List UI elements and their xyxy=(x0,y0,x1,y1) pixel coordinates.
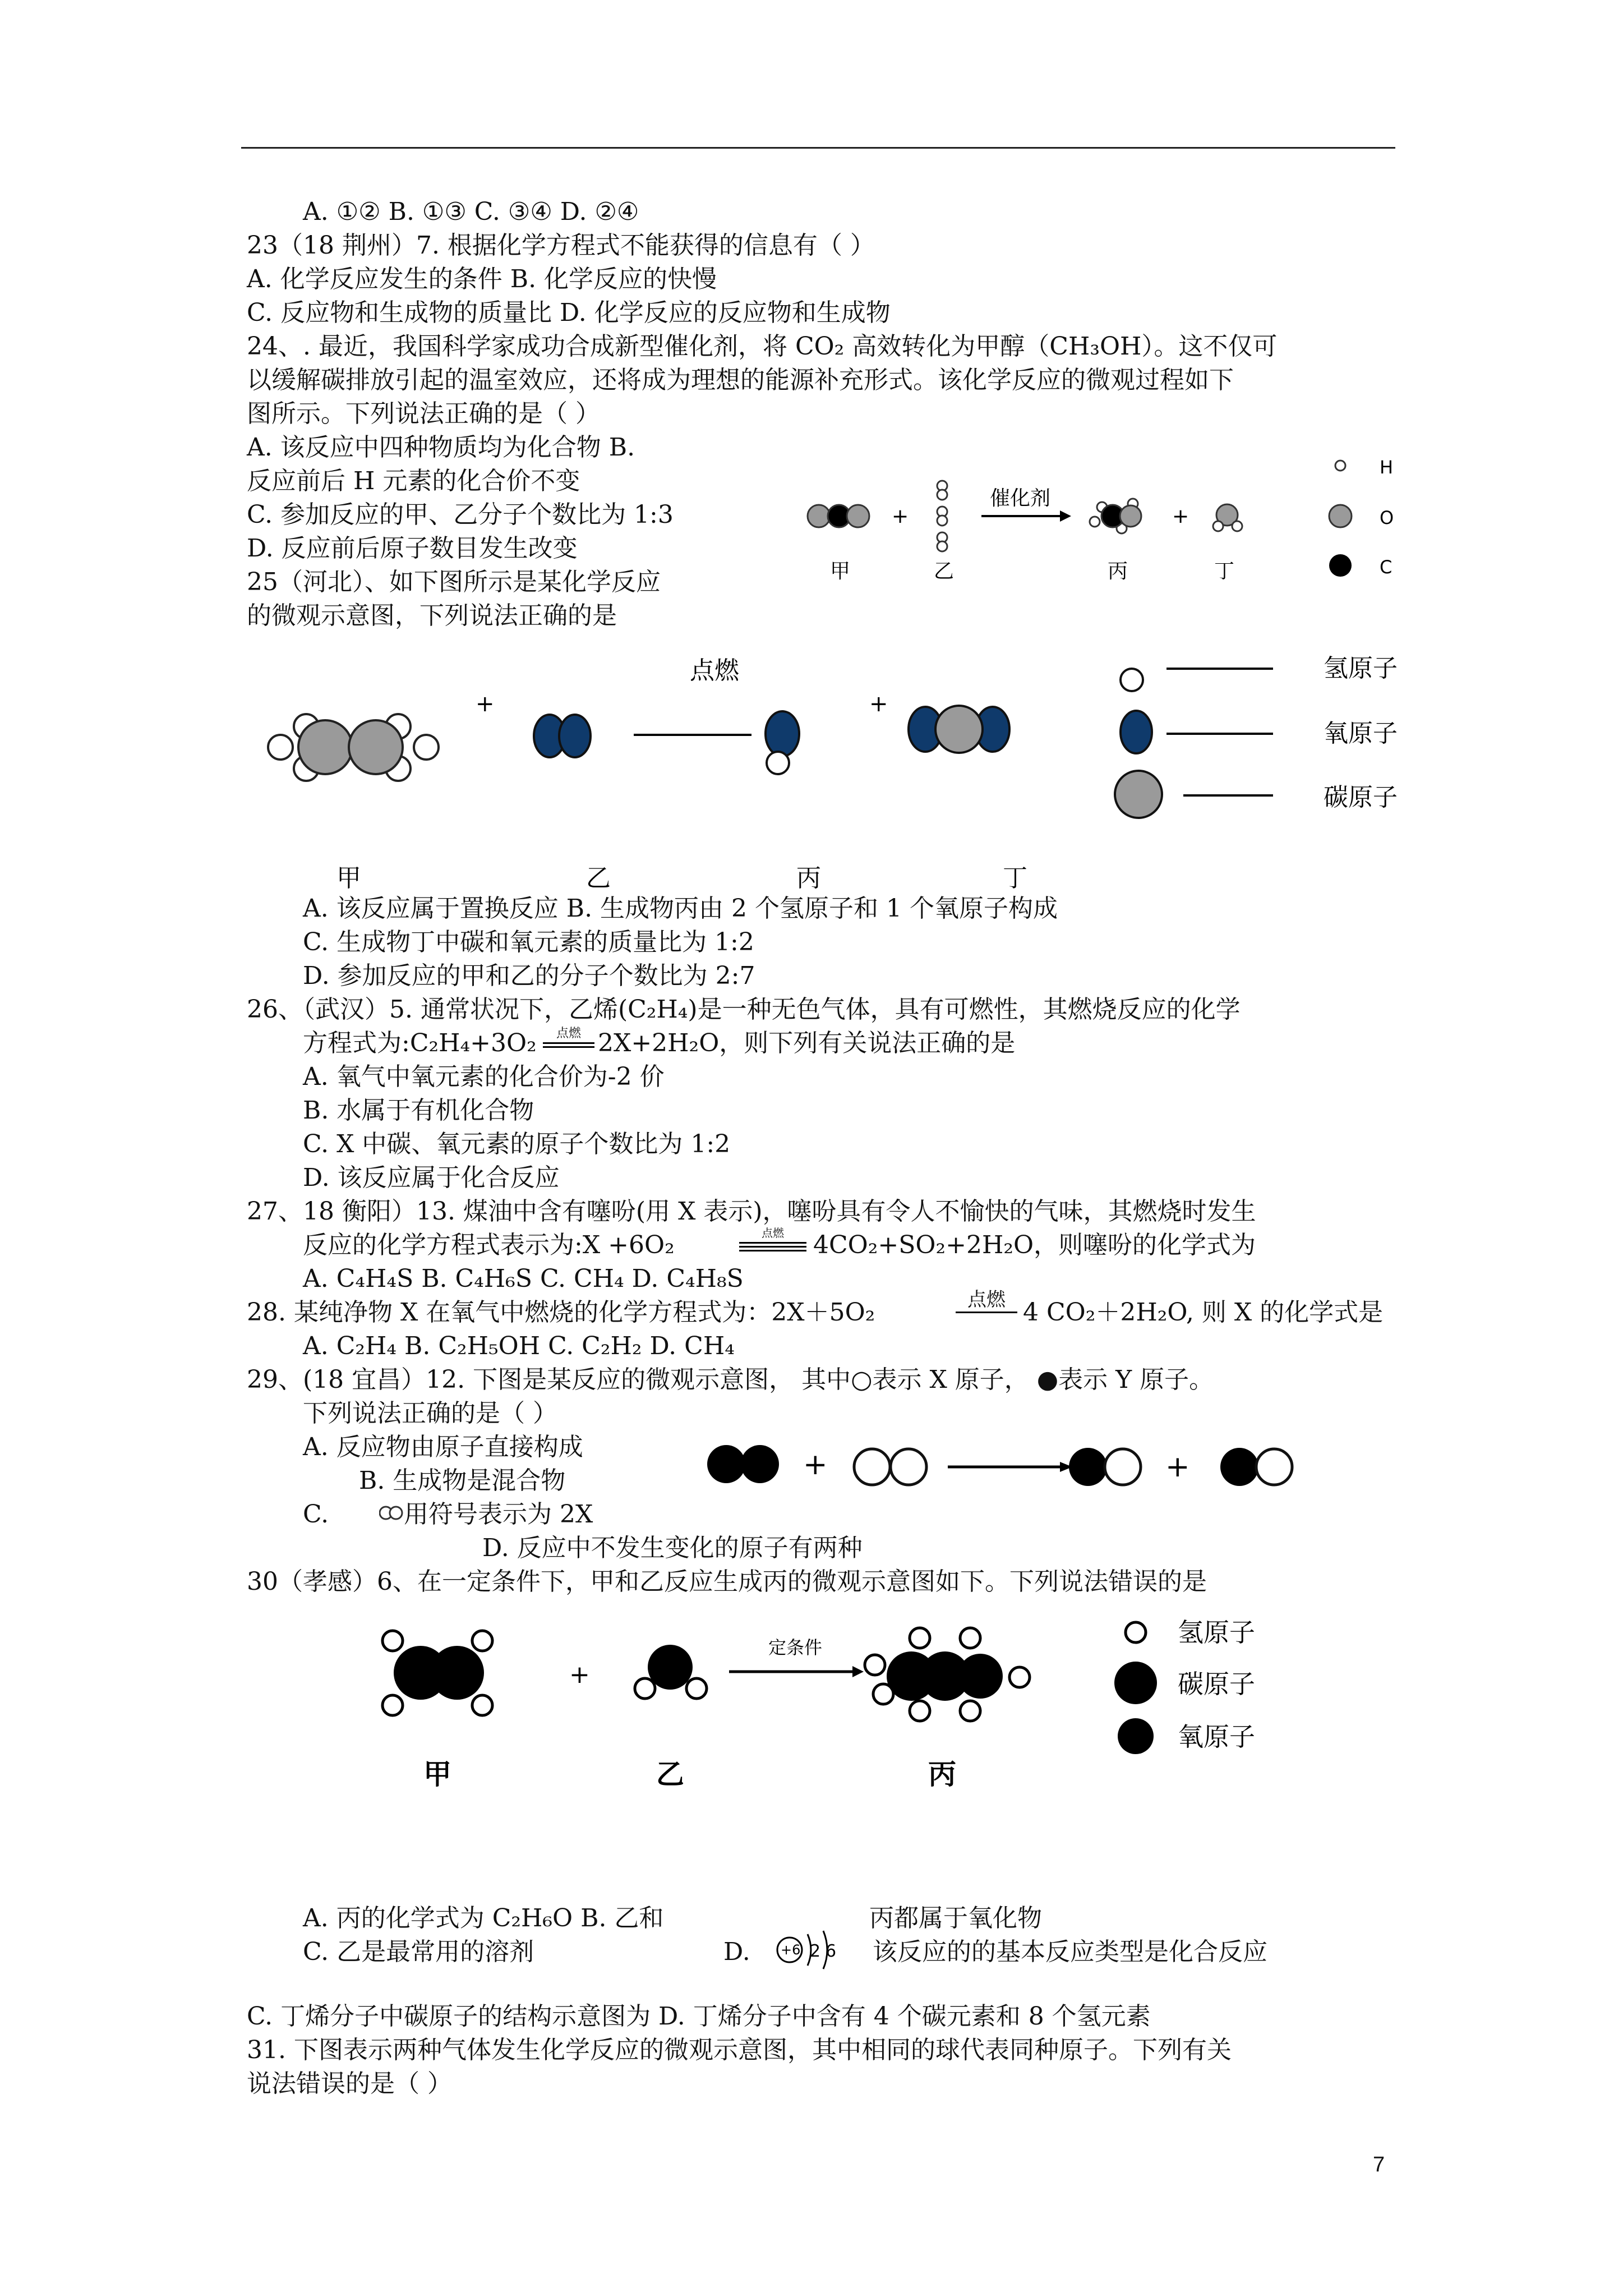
q25-legend-c: 碳原子 xyxy=(1324,783,1398,812)
q25-legend-o: 氧原子 xyxy=(1324,719,1398,748)
q24-reaction-figure xyxy=(796,449,1424,600)
page-number: 7 xyxy=(1373,2153,1385,2177)
carbon-atom-structure-diagram xyxy=(773,1927,846,1975)
q30-label-yi: 乙 xyxy=(656,1758,684,1791)
q24-legend-h: H xyxy=(1380,457,1394,478)
q30-legend-h: 氢原子 xyxy=(1178,1617,1255,1648)
q29-molecule-xy-1 xyxy=(1069,1448,1141,1486)
q25-label-ding: 丁 xyxy=(1003,864,1027,892)
q22-options: A. ①② B. ①③ C. ③④ D. ②④ xyxy=(303,197,639,226)
q26-option-b: B. 水属于有机化合物 xyxy=(303,1096,534,1125)
q24-molecule-yi xyxy=(937,481,947,551)
q25-option-ab: A. 该反应属于置换反应 B. 生成物丙由 2 个氢原子和 1 个氧原子构成 xyxy=(303,894,1058,923)
q25-option-d: D. 参加反应的甲和乙的分子个数比为 2:7 xyxy=(303,961,755,990)
q25-legend-h: 氢原子 xyxy=(1324,654,1398,683)
q24-stem-2: 以缓解碳排放引起的温室效应，还将成为理想的能源补充形式。该化学反应的微观过程如下 xyxy=(247,366,1234,394)
q30-molecule-jia xyxy=(382,1631,492,1715)
q30-option-ab-a: A. 丙的化学式为 C₂H₆O B. 乙和 xyxy=(303,1904,664,1932)
q23-stem: 23（18 荆州）7. 根据化学方程式不能获得的信息有（ ） xyxy=(247,231,875,260)
extra-option-line: C. 丁烯分子中碳原子的结构示意图为 D. 丁烯分子中含有 4 个碳元素和 8 个氢元素 xyxy=(247,2002,1151,2031)
q24-molecule-bing xyxy=(1090,499,1141,533)
q24-stem-1: 24、. 最近，我国科学家成功合成新型催化剂，将 CO₂ 高效转化为甲醇（CH₃OH）。这不仅可 xyxy=(247,332,1278,361)
q29-option-c-prefix: C. xyxy=(303,1500,329,1529)
q30-label-jia: 甲 xyxy=(423,1758,451,1791)
svg-text:+: + xyxy=(1172,505,1189,528)
q24-catalyst-label: 催化剂 xyxy=(990,487,1051,510)
q25-molecule-jia xyxy=(268,714,439,781)
q24-molecule-jia xyxy=(808,505,869,527)
q25-reaction-figure xyxy=(264,645,1419,898)
q30-label-bing: 丙 xyxy=(928,1758,956,1791)
q30-reaction-figure xyxy=(370,1616,1324,1818)
q30-stem: 30（孝感）6、在一定条件下，甲和乙反应生成丙的微观示意图如下。下列说法错误的是 xyxy=(247,1567,1207,1596)
q31-stem-1: 31. 下图表示两种气体发生化学反应的微观示意图，其中相同的球代表同种原子。下列有关 xyxy=(247,2036,1232,2064)
q24-option-d: D. 反应前后原子数目发生改变 xyxy=(247,534,578,563)
q25-stem-1: 25（河北）、如下图所示是某化学反应 xyxy=(247,568,661,596)
q27-equation-condition xyxy=(739,1227,806,1252)
q29-reaction-figure xyxy=(701,1436,1335,1498)
q26-option-c: C. X 中碳、氧元素的原子个数比为 1:2 xyxy=(303,1130,731,1158)
svg-text:+: + xyxy=(1165,1450,1190,1484)
q28-stem-b: 4 CO₂＋2H₂O, 则 X 的化学式是 xyxy=(1023,1298,1384,1327)
q27-options: A. C₄H₄S B. C₄H₆S C. CH₄ D. C₄H₈S xyxy=(303,1264,744,1293)
q26-option-a: A. 氧气中氧元素的化合价为-2 价 xyxy=(303,1062,665,1091)
header-rule xyxy=(241,147,1395,149)
q26-stem-2a: 方程式为:C₂H₄+3O₂ xyxy=(303,1029,537,1057)
q28-stem-a: 28. 某纯净物 X 在氧气中燃烧的化学方程式为：2X＋5O₂ xyxy=(247,1298,875,1327)
q30-legend-c: 碳原子 xyxy=(1178,1669,1255,1699)
q24-label-ding: 丁 xyxy=(1214,560,1235,583)
q25-condition-label: 点燃 xyxy=(690,656,739,685)
q30-option-d: 该反应的的基本反应类型是化合反应 xyxy=(873,1938,1267,1966)
svg-text:+: + xyxy=(869,691,888,717)
q26-stem-2b: 2X+2H₂O，则下列有关说法正确的是 xyxy=(598,1029,1016,1057)
q25-molecule-yi xyxy=(534,715,591,757)
q25-label-yi: 乙 xyxy=(586,864,611,892)
q26-option-d: D. 该反应属于化合反应 xyxy=(303,1163,560,1192)
q28-equation-condition xyxy=(956,1290,1017,1316)
q29-molecule-x2 xyxy=(854,1449,926,1485)
q30-option-ab-b: 丙都属于氧化物 xyxy=(869,1904,1042,1932)
atom-shell1-label: 2 xyxy=(810,1941,821,1961)
q27-stem-2b: 4CO₂+SO₂+2H₂O，则噻吩的化学式为 xyxy=(813,1231,1256,1259)
q25-label-bing: 丙 xyxy=(796,864,821,892)
q24-option-a: A. 该反应中四种物质均为化合物 B. xyxy=(247,433,635,462)
q29-option-a: A. 反应物由原子直接构成 xyxy=(303,1433,583,1461)
q24-option-c: C. 参加反应的甲、乙分子个数比为 1:3 xyxy=(247,500,674,529)
q25-option-c: C. 生成物丁中碳和氧元素的质量比为 1:2 xyxy=(303,928,754,956)
q28-condition-label: 点燃 xyxy=(967,1289,1006,1311)
q25-molecule-ding xyxy=(909,706,1009,753)
q29-molecule-xy-2 xyxy=(1220,1448,1292,1486)
q24-label-bing: 丙 xyxy=(1108,560,1128,583)
q26-equation-condition xyxy=(543,1028,594,1050)
q30-option-c: C. 乙是最常用的溶剂 xyxy=(303,1938,534,1966)
q24-legend-c: C xyxy=(1380,556,1393,578)
q24-legend-o: O xyxy=(1380,507,1394,528)
q29-option-b: B. 生成物是混合物 xyxy=(359,1466,566,1495)
q23-option-ab: A. 化学反应发生的条件 B. 化学反应的快慢 xyxy=(247,265,717,293)
q24-label-yi: 乙 xyxy=(934,560,955,583)
q24-option-b: 反应前后 H 元素的化合价不变 xyxy=(247,467,580,495)
q30-molecule-yi xyxy=(635,1645,707,1699)
q30-option-d-prefix: D. xyxy=(723,1938,750,1966)
q24-label-jia: 甲 xyxy=(830,560,851,583)
q27-condition-label: 点燃 xyxy=(762,1226,784,1240)
q27-stem-1: 27、18 衡阳）13. 煤油中含有噻吩(用 X 表示)，噻吩具有令人不愉快的气味，其燃烧时发生 xyxy=(247,1197,1256,1226)
q25-molecule-bing xyxy=(766,711,799,774)
q25-stem-2: 的微观示意图，下列说法正确的是 xyxy=(247,601,617,630)
q30-condition-label: 定条件 xyxy=(768,1637,823,1658)
atom-nucleus-label: +6 xyxy=(781,1942,801,1958)
q24-stem-3: 图所示。下列说法正确的是（ ） xyxy=(247,399,600,428)
q27-stem-2a: 反应的化学方程式表示为:X +6O₂ xyxy=(303,1231,675,1259)
svg-text:+: + xyxy=(569,1660,590,1689)
q23-option-cd: C. 反应物和生成物的质量比 D. 化学反应的反应物和生成物 xyxy=(247,298,891,327)
q29-option-d: D. 反应中不发生变化的原子有两种 xyxy=(482,1534,863,1562)
atom-shell2-label: 6 xyxy=(826,1941,837,1961)
q24-molecule-ding xyxy=(1213,504,1242,531)
q26-condition-label: 点燃 xyxy=(556,1027,581,1041)
q29-molecule-y2 xyxy=(707,1445,779,1483)
q30-molecule-bing xyxy=(865,1628,1030,1721)
q30-legend-o: 氧原子 xyxy=(1178,1722,1255,1752)
q28-options: A. C₂H₄ B. C₂H₅OH C. C₂H₂ D. CH₄ xyxy=(303,1332,735,1360)
svg-text:+: + xyxy=(476,691,495,717)
svg-text:+: + xyxy=(892,505,909,528)
q31-stem-2: 说法错误的是（ ） xyxy=(247,2069,452,2098)
svg-text:+: + xyxy=(803,1448,828,1481)
q29-option-c: 用符号表示为 2X xyxy=(404,1500,593,1529)
q29-stem-2: 下列说法正确的是（ ） xyxy=(303,1399,557,1428)
q29-x2-molecule-icon xyxy=(379,1504,404,1524)
q26-stem-1: 26、（武汉）5. 通常状况下，乙烯(C₂H₄)是一种无色气体，具有可燃性，其燃烧反应的化学 xyxy=(247,995,1241,1024)
q29-stem-1: 29、(18 宜昌）12. 下图是某反应的微观示意图， 其中○表示 X 原子， ●表示 Y 原子。 xyxy=(247,1365,1214,1394)
q25-label-jia: 甲 xyxy=(336,864,361,892)
